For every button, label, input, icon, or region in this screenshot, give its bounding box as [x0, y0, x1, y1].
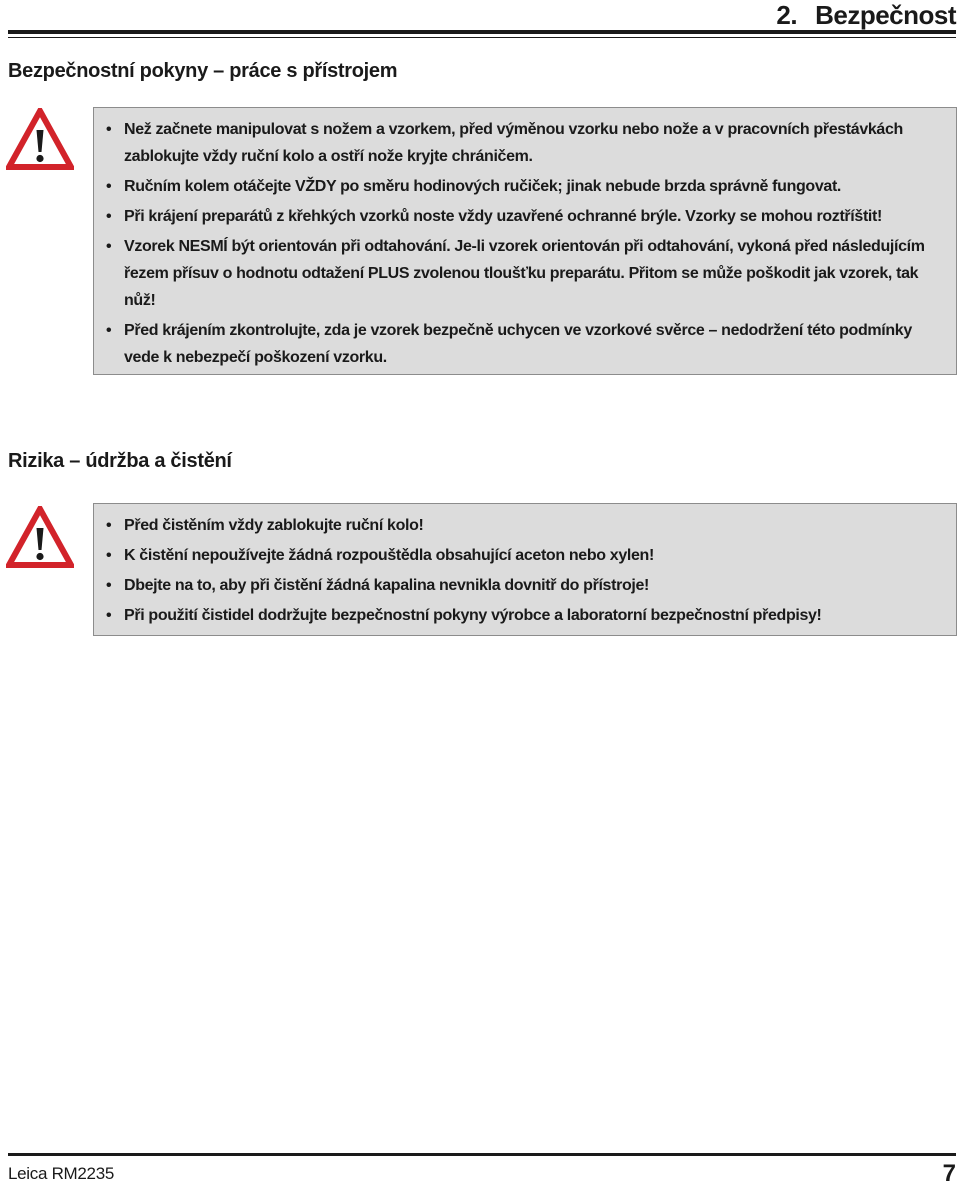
- list-item: • Než začnete manipulovat s nožem a vzorkem, před výměnou vzorku nebo nože a v pracovních přestávkách zablokujte vždy ruční kolo a ostří nože kryjte chráničem.: [104, 116, 944, 170]
- warning-triangle-icon: [6, 108, 74, 170]
- chapter-name: Bezpečnost: [815, 0, 956, 30]
- list-item: • Při krájení preparátů z křehkých vzorků noste vždy uzavřené ochranné brýle. Vzorky se mohou roztříštit!: [104, 203, 944, 230]
- list-item: • Před čistěním vždy zablokujte ruční kolo!: [104, 512, 944, 539]
- list-item: • Vzorek NESMÍ být orientován při odtahování. Je-li vzorek orientován při odtahování, vykoná před následujícím řezem přísuv o hodnotu odtažení PLUS zvolenou tloušťku preparátu. Přitom se může poškodit jak vzorek, tak nůž!: [104, 233, 944, 314]
- list-item: • Dbejte na to, aby při čistění žádná kapalina nevnikla dovnitř do přístroje!: [104, 572, 944, 599]
- footer-model-name: Leica RM2235: [8, 1164, 115, 1183]
- page-number: 7: [942, 1160, 956, 1187]
- maintenance-risks-box: [93, 503, 957, 636]
- chapter-number: 2.: [776, 0, 798, 30]
- header-rule-thin: [8, 37, 956, 38]
- list-item: • Ručním kolem otáčejte VŽDY po směru hodinových ručiček; jinak nebude brzda správně fungovat.: [104, 173, 944, 200]
- footer-rule: [8, 1153, 956, 1156]
- safety-instructions-list: [104, 116, 944, 371]
- section-heading-maintenance-risks: Rizika – údržba a čistění: [8, 450, 232, 472]
- list-item: • K čistění nepoužívejte žádná rozpouštědla obsahující aceton nebo xylen!: [104, 542, 944, 569]
- warning-triangle-icon: [6, 506, 74, 568]
- chapter-title: [776, 0, 956, 30]
- header-rule-thick: [8, 30, 956, 34]
- maintenance-risks-list: [104, 512, 944, 629]
- list-item: • Při použití čistidel dodržujte bezpečnostní pokyny výrobce a laboratorní bezpečnostní předpisy!: [104, 602, 944, 629]
- section-heading-safety-instructions: Bezpečnostní pokyny – práce s přístrojem: [8, 60, 398, 82]
- safety-instructions-box: [93, 107, 957, 375]
- list-item: • Před krájením zkontrolujte, zda je vzorek bezpečně uchycen ve vzorkové svěrce – nedodržení této podmínky vede k nebezpečí poškození vzorku.: [104, 317, 944, 371]
